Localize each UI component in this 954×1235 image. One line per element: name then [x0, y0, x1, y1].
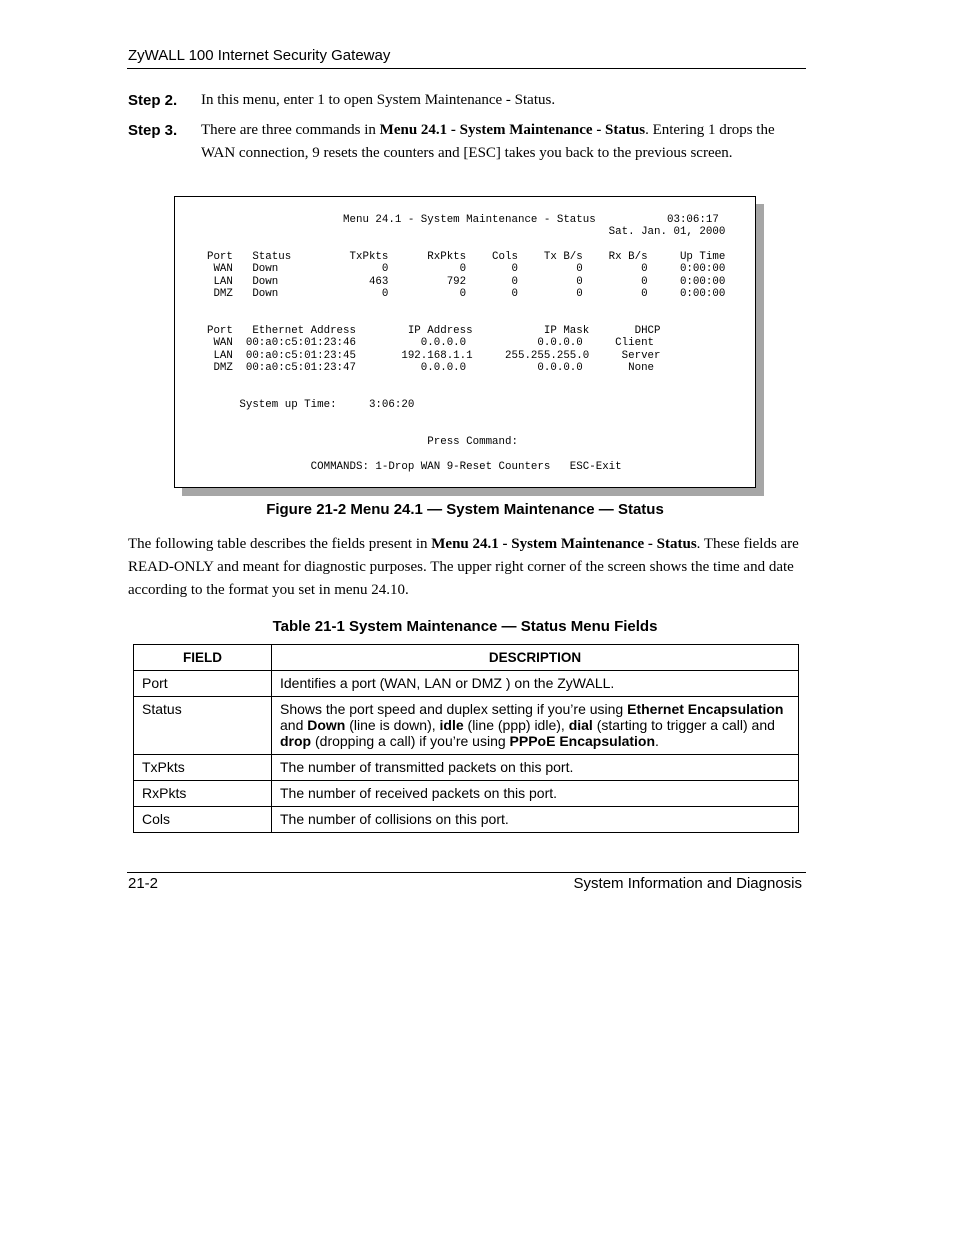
text-run: (line (ppp) idle),: [463, 717, 569, 733]
page-number: 21-2: [128, 875, 159, 892]
text-run: and: [280, 717, 308, 733]
step-3-menu-name: Menu 24.1 - System Maintenance - Status: [379, 122, 646, 138]
bold-term: Down: [307, 717, 346, 733]
field-cell: Status: [134, 697, 272, 755]
bold-term: Ethernet Encapsulation: [627, 701, 784, 717]
status-fields-table: [133, 644, 799, 833]
description-cell: [272, 697, 799, 755]
chapter-title: System Information and Diagnosis: [573, 875, 802, 892]
bold-term: idle: [439, 717, 464, 733]
text-run: .: [655, 733, 659, 749]
field-cell: TxPkts: [134, 755, 272, 781]
field-cell: RxPkts: [134, 781, 272, 807]
bold-term: dial: [568, 717, 593, 733]
terminal-screen-text: Menu 24.1 - System Maintenance - Status 03:06:17 Sat. Jan. 01, 2000 Port Status TxPkts RxPkts Cols Tx B/s Rx B/s Up Time WAN Down 0 0 0 0 0 0:00:00 LAN Down 463 792 0 0 0 0:00:00 DMZ Down 0 0 0 0 0 0:00:00 Port Ethernet Address IP Address IP Mask DHCP WAN 00:a0:c5:01:23:46 0.0.0.0 0.0.0.0 Client LAN 00:a0:c5:01:23:45 192.168.1.1 255.255.255.0 Server DMZ 00:a0:c5:01:23:47 0.0.0.0 0.0.0.0 None System up Time: 3:06:20 Press Command: COMMANDS: 1-Drop WAN 9-Reset Counters ESC-Exit: [206, 214, 726, 473]
description-paragraph: [128, 533, 808, 602]
table-row: [134, 755, 799, 781]
text-run: Shows the port speed and duplex setting if you’re using: [280, 701, 628, 717]
terminal-screen-figure: [174, 196, 756, 488]
step-2-label: Step 2.: [128, 92, 178, 109]
table-row: [134, 781, 799, 807]
table-row: [134, 697, 799, 755]
step-3-text-after: . Entering 1 drops the WAN connection, 9 resets the counters and [ESC] takes you back to the previous screen.: [201, 122, 775, 161]
description-cell: The number of collisions on this port.: [272, 807, 799, 833]
step-2: [128, 89, 808, 112]
description-cell: Identifies a port (WAN, LAN or DMZ ) on the ZyWALL.: [272, 671, 799, 697]
step-3: [128, 119, 808, 165]
header-description: DESCRIPTION: [272, 645, 799, 671]
bold-term: PPPoE Encapsulation: [509, 733, 656, 749]
description-cell: The number of transmitted packets on this port.: [272, 755, 799, 781]
paragraph-after: . These fields are READ-ONLY and meant for diagnostic purposes. The upper right corner of the screen shows the time and date according to the format you set in menu 24.10.: [128, 536, 799, 598]
table-row: [134, 807, 799, 833]
footer-divider: [127, 872, 806, 873]
paragraph-before: The following table describes the fields present in: [128, 536, 432, 552]
step-3-text: [201, 119, 808, 165]
text-run: (dropping a call) if you’re using: [311, 733, 510, 749]
header-field: FIELD: [134, 645, 272, 671]
table-caption: Table 21-1 System Maintenance — Status Menu Fields: [272, 618, 658, 635]
text-run: (line is down),: [345, 717, 440, 733]
field-cell: Cols: [134, 807, 272, 833]
step-3-text-before: There are three commands in: [201, 122, 380, 138]
field-cell: Port: [134, 671, 272, 697]
table-header-row: [134, 645, 799, 671]
header-divider: [127, 68, 806, 69]
table-row: [134, 671, 799, 697]
text-run: (starting to trigger a call) and: [592, 717, 775, 733]
step-3-label: Step 3.: [128, 122, 178, 139]
step-2-text: In this menu, enter 1 to open System Maintenance - Status.: [201, 92, 556, 108]
paragraph-menu-name: Menu 24.1 - System Maintenance - Status: [431, 536, 697, 552]
figure-caption: Figure 21-2 Menu 24.1 — System Maintenance — Status: [266, 501, 664, 518]
description-cell: The number of received packets on this port.: [272, 781, 799, 807]
bold-term: drop: [280, 733, 312, 749]
running-header: ZyWALL 100 Internet Security Gateway: [128, 47, 391, 64]
